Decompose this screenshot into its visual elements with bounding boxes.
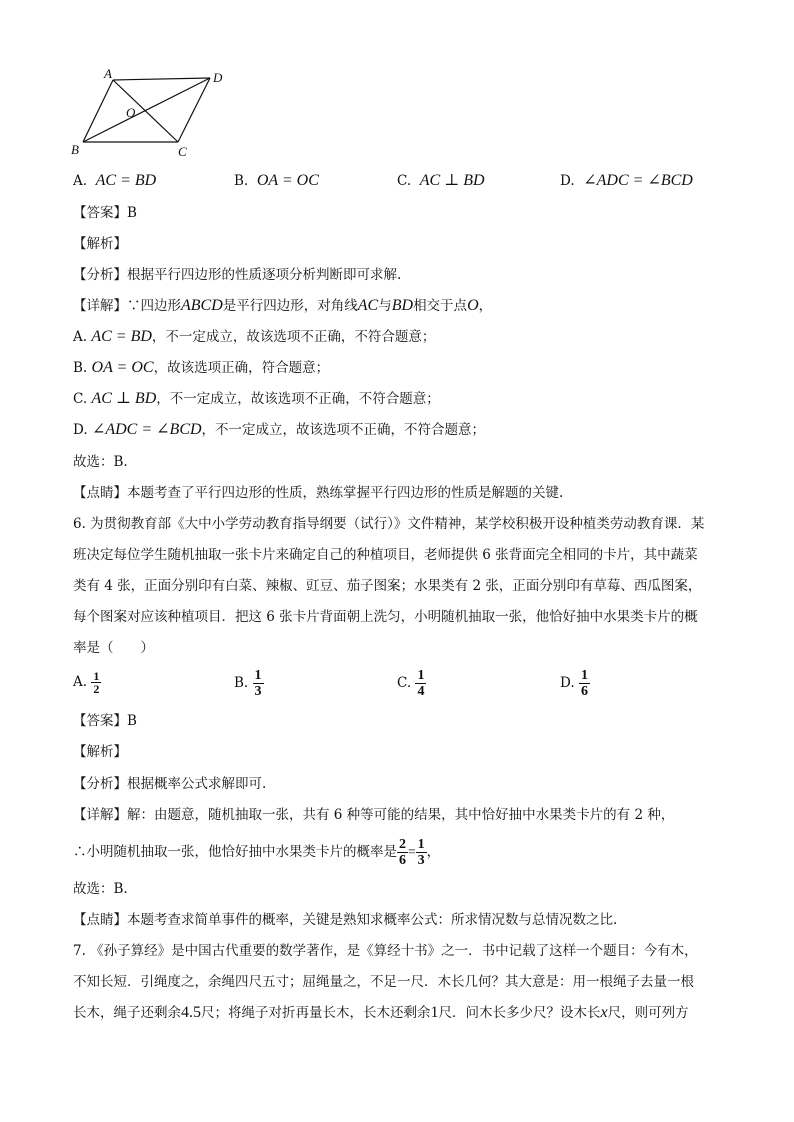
fraction: [415, 668, 426, 699]
q5-option-b: [234, 172, 319, 190]
q6-dianjing: [73, 911, 617, 929]
option-expr: ∠ADC = ∠BCD: [583, 172, 693, 189]
vertex-label-c: C: [178, 144, 187, 159]
edge-dc: [178, 78, 210, 142]
q6-option-c: [397, 668, 426, 699]
q5-item-b: [73, 359, 329, 377]
math-bd: BD: [391, 297, 414, 314]
fenxi-text: 根据平行四边形的性质逐项分析判断即可求解.: [127, 267, 402, 283]
q5-answer: [73, 204, 137, 222]
math-o: O: [467, 297, 479, 314]
parallelogram-figure: [68, 66, 228, 166]
q5-option-a: [73, 172, 156, 190]
item-text: ，不一定成立，故该选项不正确，不符合题意；: [156, 391, 440, 407]
denominator: 3: [254, 684, 262, 699]
q5-xiangjie: [73, 297, 492, 315]
math-ac: AC: [357, 297, 379, 314]
text-part: 尺；将绳子对折再量长木，长木还剩余: [201, 1005, 431, 1021]
xiangjie-text: 解：由题意，随机抽取一张，共有 6 种等可能的结果，其中恰好抽中水果类卡片的有 2 种，: [127, 807, 675, 823]
variable-x: x: [600, 1004, 608, 1021]
q5-guxuan: 故选：B.: [73, 454, 128, 470]
fraction: [579, 668, 590, 699]
item-expr: OA = OC: [91, 359, 154, 376]
option-letter: C.: [397, 173, 412, 189]
parallelogram-lines: [83, 78, 210, 142]
dianjing-tag: 【点睛】: [73, 485, 127, 501]
q5-item-d: [73, 421, 485, 439]
fraction: [253, 668, 264, 699]
q6-option-d: [560, 668, 590, 699]
text-part: 相交于点: [413, 298, 468, 314]
item-letter: D.: [73, 422, 88, 438]
q5-option-d: [560, 172, 693, 190]
q6-stem-line-2: 班决定每位学生随机抽取一张卡片来确定自己的种植项目，老师提供 6 张背面完全相同的卡片，其中蔬菜: [73, 547, 698, 563]
item-text: ，不一定成立，故该选项不正确，不符合题意；: [201, 422, 486, 438]
text-part: 尺．问木长多少尺？设木长: [438, 1005, 601, 1021]
numerator: 1: [254, 668, 262, 683]
item-letter: B.: [73, 360, 88, 376]
denominator: 6: [580, 684, 588, 699]
option-letter: D.: [560, 173, 575, 189]
denominator: 2: [93, 682, 100, 696]
option-expr: OA = OC: [256, 172, 319, 189]
fenxi-tag: 【分析】: [73, 267, 127, 283]
item-letter: A.: [73, 329, 88, 345]
q5-item-c: [73, 390, 440, 408]
answer-value: B: [127, 713, 137, 729]
vertex-label-a: A: [104, 66, 112, 81]
text-part: ∵四边形: [127, 298, 181, 314]
number-1: 1: [430, 1004, 439, 1021]
q5-dianjing: [73, 484, 563, 502]
dianjing-text: 本题考查了平行四边形的性质，熟练掌握平行四边形的性质是解题的关键.: [127, 485, 564, 501]
xiangjie-tag: 【详解】: [73, 298, 127, 314]
text-part: ，: [478, 298, 493, 314]
option-letter: C.: [397, 675, 412, 691]
q7-stem-line-1: 7. 《孙子算经》是中国古代重要的数学著作，是《算经十书》之一．书中记载了这样一个题目：今有木，: [73, 943, 698, 959]
option-expr: AC = BD: [95, 172, 157, 189]
option-expr: AC ⊥ BD: [419, 172, 485, 189]
center-label-o: O: [126, 105, 136, 120]
fenxi-tag: 【分析】: [73, 776, 127, 792]
numerator: 1: [417, 837, 425, 852]
option-letter: A.: [73, 674, 88, 690]
q6-option-b: [234, 668, 264, 699]
q6-xiangjie: [73, 806, 674, 824]
text-part: 是平行四边形，对角线: [222, 298, 358, 314]
fraction-2-6: [397, 837, 408, 868]
diagonal-bd: [83, 78, 210, 142]
item-expr: ∠ADC = ∠BCD: [91, 421, 202, 438]
option-letter: D.: [560, 675, 575, 691]
q6-jiexi: 【解析】: [73, 744, 127, 760]
equals-sign: =: [408, 844, 416, 859]
numerator: 1: [93, 669, 100, 683]
q6-option-a: [73, 670, 101, 695]
item-expr: AC ⊥ BD: [91, 390, 157, 407]
answer-tag: 【答案】: [73, 713, 127, 729]
answer-value: B: [127, 205, 137, 221]
option-letter: A.: [73, 173, 88, 189]
q5-jiexi: 【解析】: [73, 236, 127, 252]
numerator: 2: [399, 837, 406, 852]
denominator: 4: [417, 684, 425, 699]
text-part: 尺，则可列方: [607, 1005, 689, 1021]
option-letter: B.: [234, 173, 249, 189]
answer-tag: 【答案】: [73, 205, 127, 221]
q6-stem-line-4: 每个图案对应该种植项目．把这 6 张卡片背面朝上洗匀，小明随机抽取一张，他恰好抽中水果类卡片的概: [73, 609, 698, 625]
item-text: ，故该选项正确，符合题意；: [153, 360, 330, 376]
fenxi-text: 根据概率公式求解即可.: [127, 776, 267, 792]
fraction: [91, 670, 101, 695]
math-abcd: ABCD: [181, 297, 223, 314]
option-letter: B.: [234, 675, 249, 691]
fraction-1-3: [416, 837, 427, 868]
q6-guxuan: 故选：B.: [73, 881, 128, 897]
q5-item-a: [73, 328, 435, 346]
q6-therefore: [73, 834, 440, 870]
q6-answer: [73, 712, 137, 730]
xiangjie-tag: 【详解】: [73, 807, 127, 823]
q6-fenxi: [73, 775, 266, 793]
edge-ab: [83, 80, 113, 142]
edge-ad: [113, 78, 210, 80]
item-expr: AC = BD: [91, 328, 152, 345]
q6-stem-line-3: 类有 4 张，正面分别印有白菜、辣椒、豇豆、茄子图案；水果类有 2 张，正面分别印有草莓、西瓜图案，: [73, 578, 702, 594]
q6-stem-line-5: 率是（ ）: [73, 640, 154, 656]
item-letter: C.: [73, 391, 88, 407]
q7-stem-line-2: 不知长短．引绳度之，余绳四尺五寸；屈绳量之，不足一尺．木长几何？其大意是：用一根绳子去量一根: [73, 974, 694, 990]
numerator: 1: [417, 668, 425, 683]
item-text: ，不一定成立，故该选项不正确，不符合题意；: [151, 329, 436, 345]
vertex-label-b: B: [71, 142, 79, 157]
denominator: 6: [399, 853, 406, 868]
text-part: 长木，绳子还剩余: [73, 1005, 181, 1021]
number-4-5: 4.5: [181, 1004, 201, 1021]
therefore-text: ∴小明随机抽取一张，他恰好抽中水果类卡片的概率是: [73, 844, 397, 860]
denominator: 3: [417, 853, 425, 868]
numerator: 1: [580, 668, 588, 683]
q5-option-c: [397, 172, 485, 190]
dianjing-tag: 【点睛】: [73, 912, 127, 928]
q7-stem-line-3: [73, 1004, 689, 1022]
comma: ，: [426, 844, 441, 860]
q6-stem-line-1: 6. 为贯彻教育部《大中小学劳动教育指导纲要（试行）》文件精神，某学校积极开设种植类劳动教育课．某: [73, 516, 705, 532]
q5-fenxi: [73, 266, 401, 284]
dianjing-text: 本题考查求简单事件的概率，关键是熟知求概率公式：所求情况数与总情况数之比.: [127, 912, 618, 928]
text-part: 与: [378, 298, 392, 314]
vertex-label-d: D: [213, 70, 223, 85]
